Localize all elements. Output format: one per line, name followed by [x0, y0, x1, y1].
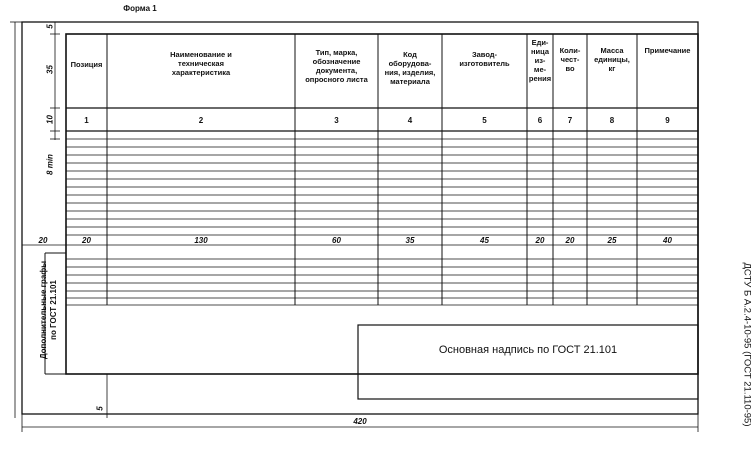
col-width-9: 40 — [663, 236, 672, 245]
col-number-3: 3 — [334, 116, 339, 125]
top-row-dim: 5 — [45, 24, 55, 29]
col-number-2: 2 — [198, 116, 204, 125]
col-header-7: Коли- чест- во — [559, 46, 581, 73]
col-width-3: 60 — [332, 236, 341, 245]
additional-columns-label: Дополнительные графы по ГОСТ 21.101 — [39, 260, 58, 360]
col-header-4: Код оборудова- ния, изделия, материала — [384, 50, 436, 86]
col-number-8: 8 — [609, 116, 615, 125]
col-number-5: 5 — [482, 116, 487, 125]
left-margin-dim: 20 — [38, 236, 48, 245]
col-width-8: 25 — [607, 236, 617, 245]
col-number-4: 4 — [407, 116, 413, 125]
col-header-1: Позиция — [70, 60, 103, 69]
form-label: Форма 1 — [123, 4, 157, 13]
col-header-5: Завод- изготовитель — [459, 50, 510, 68]
col-width-5: 45 — [480, 236, 489, 245]
col-number-1: 1 — [84, 116, 89, 125]
col-header-9: Примечание — [644, 46, 691, 55]
col-header-2: Наименование и техническая характеристика — [170, 50, 232, 77]
col-header-6: Еди- ница из- ме- рения — [528, 38, 552, 83]
col-width-1: 20 — [82, 236, 91, 245]
col-number-6: 6 — [537, 116, 543, 125]
title-block-label: Основная надпись по ГОСТ 21.101 — [438, 344, 618, 356]
side-standard-label: ДСТУ Б А.2.4-10-95 (ГОСТ 21.110-95) — [741, 262, 753, 427]
col-header-8: Масса единицы, кг — [594, 46, 630, 73]
col-header-3: Тип, марка, обозначение документа, опросного листа — [305, 48, 368, 84]
col-width-6: 20 — [535, 236, 545, 245]
row-height-dim: 8 min — [45, 154, 55, 175]
col-width-4: 35 — [405, 236, 415, 245]
bottom-dim: 5 — [95, 406, 105, 411]
col-width-2: 130 — [194, 236, 208, 245]
col-number-9: 9 — [665, 116, 670, 125]
col-number-7: 7 — [567, 116, 573, 125]
header-height-dim: 35 — [45, 65, 55, 74]
number-row-dim: 10 — [45, 115, 55, 124]
total-width-dim: 420 — [353, 417, 367, 426]
col-width-7: 20 — [565, 236, 575, 245]
